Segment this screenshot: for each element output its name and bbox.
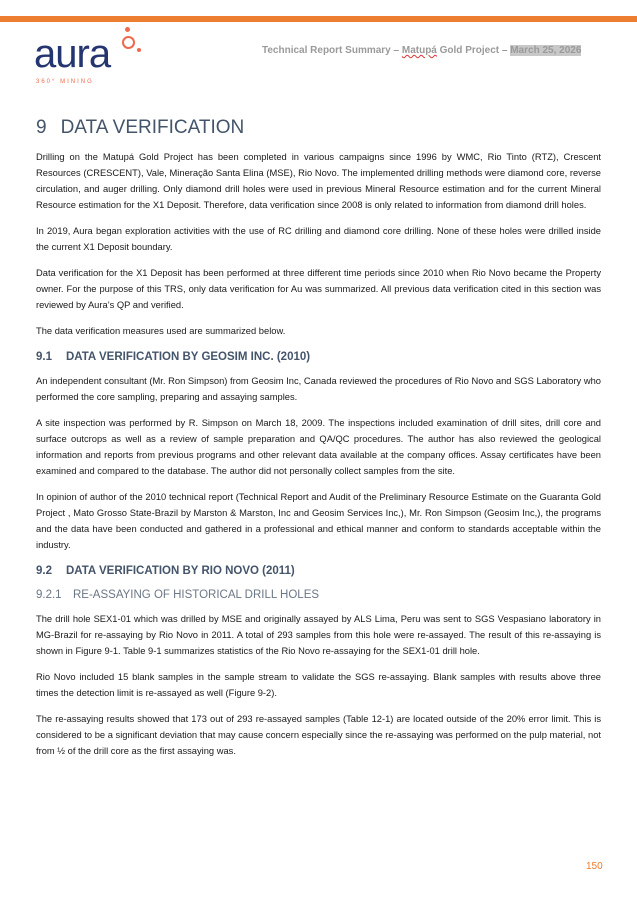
logo-tagline: 360° MINING <box>36 79 94 85</box>
paragraph: In opinion of author of the 2010 technical report (Technical Report and Audit of the Preliminary Resource Estimate on the Guaranta Gold Project , Mato Grosso State-Brazil by Marston & Marston, Inc and Geosim Services Inc,), Mr. Ron Simpson (Geosim Inc,), the programs and the data have been conducted and gathered in a professional and ethical manner and conform to standards acceptable within the industry. <box>36 492 601 550</box>
header-title-middle: Gold Project – <box>436 45 511 56</box>
subsubsection-heading <box>36 587 601 603</box>
paragraph: Data verification for the X1 Deposit has been performed at three different time periods since 2010 when Rio Novo became the Property owner. For the purpose of this TRS, only data verification for Au was summarized. All previous data verification cited in this section was reviewed by Aura’s QP and verified. <box>36 268 601 310</box>
page-number: 150 <box>586 861 603 872</box>
aura-logo <box>34 30 164 90</box>
paragraph: Drilling on the Matupá Gold Project has been completed in various campaigns since 1996 by WMC, Rio Tinto (RTZ), Crescent Resources (CRESCENT), Vale, Mineração Santa Elina (MSE), Rio Novo. The implemented drilling methods were diamond core, reverse circulation, and auger drilling. Only diamond drill holes were used in previous Mineral Resource estimation and for the current Mineral Resource estimation for the X1 Deposit. Therefore, data verification since 2008 is only related to information from diamond drill holes. <box>36 152 601 210</box>
subsection-number: 9.1 <box>36 351 52 363</box>
paragraph: In 2019, Aura began exploration activities with the use of RC drilling and diamond core drilling. None of these holes were drilled inside the current X1 Deposit boundary. <box>36 226 601 252</box>
paragraph: The data verification measures used are summarized below. <box>36 326 286 336</box>
subsubsection-title: RE-ASSAYING OF HISTORICAL DRILL HOLES <box>73 589 320 601</box>
header-accent-bar <box>0 16 637 22</box>
running-header <box>262 45 581 56</box>
page-body <box>36 116 601 769</box>
paragraph: Rio Novo included 15 blank samples in the sample stream to validate the SGS re-assaying. Blank samples with results above three times the detection limit is re-assayed as well (Figure 9-2). <box>36 672 601 698</box>
subsection-title: DATA VERIFICATION BY GEOSIM INC. (2010) <box>66 351 311 363</box>
subsection-heading <box>36 563 601 579</box>
header-title-prefix: Technical Report Summary – <box>262 45 402 56</box>
paragraph: A site inspection was performed by R. Simpson on March 18, 2009. The inspections included examination of drill sites, drill core and surface outcrops as well as a review of sample preparation and QA/QC procedures. The author has also reviewed the geological information and reports from previous programs and other relevant data available at the company offices. Assay certificates have been examined and compared to the database. The author did not personally collect samples from the site. <box>36 418 601 476</box>
subsection-title: DATA VERIFICATION BY RIO NOVO (2011) <box>66 565 295 577</box>
logo-dot <box>125 27 130 32</box>
subsubsection-number: 9.2.1 <box>36 589 62 601</box>
paragraph: The drill hole SEX1-01 which was drilled by MSE and originally assayed by ALS Lima, Peru was sent to SGS Vespasiano laboratory in MG-Brazil for re-assaying by Rio Novo in 2011. A total of 293 samples from this hole were re-assayed. The result of this re-assaying is shown in Figure 9-1. Table 9-1 summarizes statistics of the Rio Novo re-assaying for the SEX1-01 drill hole. <box>36 614 601 656</box>
paragraph: An independent consultant (Mr. Ron Simpson) from Geosim Inc, Canada reviewed the procedures of Rio Novo and SGS Laboratory who performed the core sampling, preparing and assaying samples. <box>36 376 601 402</box>
subsection-heading <box>36 349 601 365</box>
header-date: March 25, 2026 <box>510 45 582 56</box>
logo-dot <box>137 48 141 52</box>
paragraph: The re-assaying results showed that 173 out of 293 re-assayed samples (Table 12-1) are located outside of the 20% error limit. This is considered to be a significant deviation that may cause concern especially since the re-assaying was performed on the pulp material, not from ½ of the drill core as the first assaying was. <box>36 714 601 756</box>
logo-wordmark: aura <box>34 32 111 76</box>
header-project-word: Matupá <box>401 45 437 56</box>
section-title: DATA VERIFICATION <box>60 117 245 138</box>
logo-circle <box>122 36 135 49</box>
section-number: 9 <box>36 117 47 138</box>
subsection-number: 9.2 <box>36 565 52 577</box>
section-heading <box>36 116 601 140</box>
